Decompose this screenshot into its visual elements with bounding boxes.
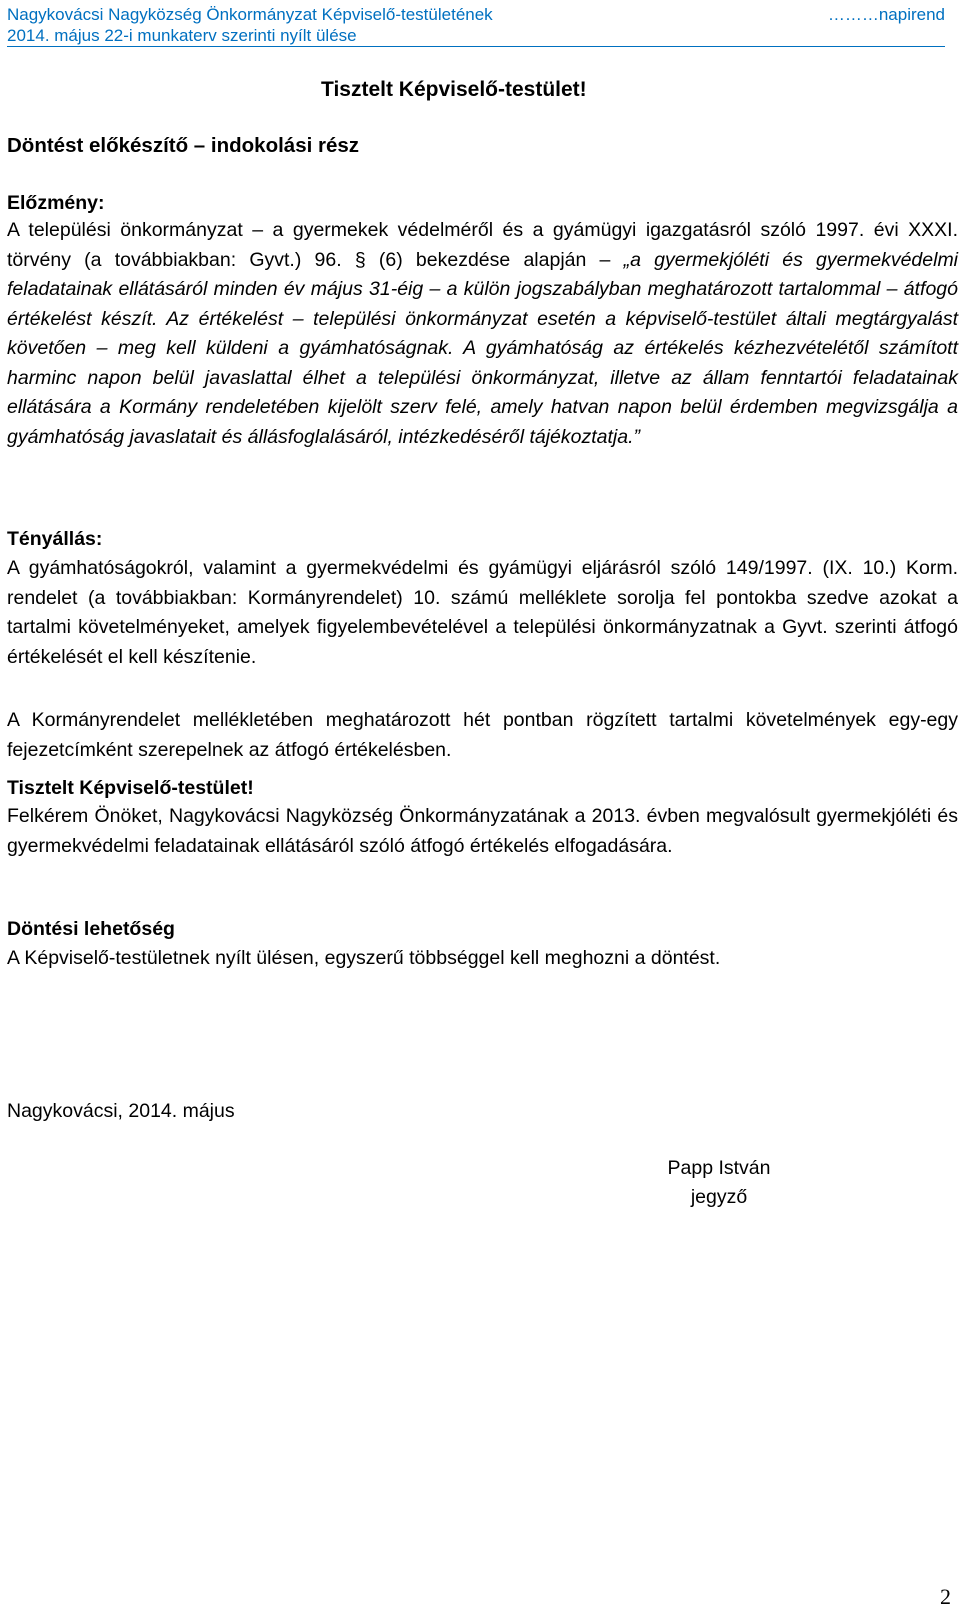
- request-text: Felkérem Önöket, Nagykovácsi Nagyközség Önkormányzatának a 2013. évben megvalósult gyermekjóléti és gyermekvédelmi feladatainak ellátásáról szóló átfogó értékelés elfogadására.: [7, 805, 958, 857]
- decision-heading: Döntési lehetőség: [7, 918, 175, 940]
- tenyallas-para-1: A gyámhatóságokról, valamint a gyermekvédelmi és gyámügyi eljárásról szóló 149/1997. (IX. 10.) Korm. rendelet (a továbbiakban: Kormányrendelet) 10. számú melléklete sorolja fel pontokba szedve azokat a tartalmi követelményeket, amelyek figyelembevételével a települési önkormányzatnak a Gyvt. szerinti átfogó értékelését el kell készítenie.: [7, 557, 958, 668]
- page-header: [7, 4, 945, 47]
- elozmeny-text: [7, 216, 958, 452]
- signatory-name: Papp István: [667, 1157, 771, 1179]
- header-row-1: [7, 4, 945, 25]
- elozmeny-heading: Előzmény:: [7, 192, 105, 214]
- header-agenda-item: ………napirend: [827, 5, 945, 24]
- header-session: 2014. május 22-i munkaterv szerinti nyílt ülése: [7, 26, 357, 45]
- section-title: Döntést előkészítő – indokolási rész: [7, 134, 360, 157]
- tenyallas-heading: Tényállás:: [7, 528, 103, 550]
- page-number: 2: [940, 1584, 951, 1609]
- place-date: Nagykovácsi, 2014. május: [7, 1100, 235, 1122]
- tenyallas-para-2: A Kormányrendelet mellékletében meghatározott hét pontban rögzített tartalmi követelmények egy-egy fejezetcímként szerepelnek az átfogó értékelésben.: [7, 709, 958, 761]
- signatory-title: jegyző: [690, 1186, 748, 1208]
- signature-block: [654, 1154, 784, 1212]
- header-row-2: [7, 25, 945, 47]
- request-heading: Tisztelt Képviselő-testület!: [7, 777, 254, 799]
- decision-text: A Képviselő-testületnek nyílt ülésen, egyszerű többséggel kell meghozni a döntést.: [7, 947, 721, 969]
- elozmeny-text-plain: A települési önkormányzat – a gyermekek védelméről és a gyámügyi igazgatásról szóló 1997. évi XXXI. törvény (a továbbiakban: Gyvt.) 96. § (6) bekezdése alapján –: [7, 219, 958, 271]
- addressee: Tisztelt Képviselő-testület!: [321, 78, 587, 101]
- header-institution: Nagykovácsi Nagyközség Önkormányzat Képviselő-testületének: [7, 5, 493, 24]
- elozmeny-quote: „a gyermekjóléti és gyermekvédelmi feladatainak ellátásáról minden év május 31-éig – a külön jogszabályban meghatározott tartalommal – átfogó értékelést készít. Az értékelést – települési önkormányzat esetén a képviselő-testület általi megtárgyalást követően – meg kell küldeni a gyámhatóságnak. A gyámhatóság az értékelés kézhezvételétől számított harminc napon belül javaslattal élhet a települési önkormányzat, illetve az állam fenntartói feladatainak ellátására a Kormány rendeletében kijelölt szerv felé, amely hatvan napon belül érdemben megvizsgálja a gyámhatóság javaslatait és állásfoglalásáról, intézkedéséről tájékoztatja.”: [7, 248, 959, 448]
